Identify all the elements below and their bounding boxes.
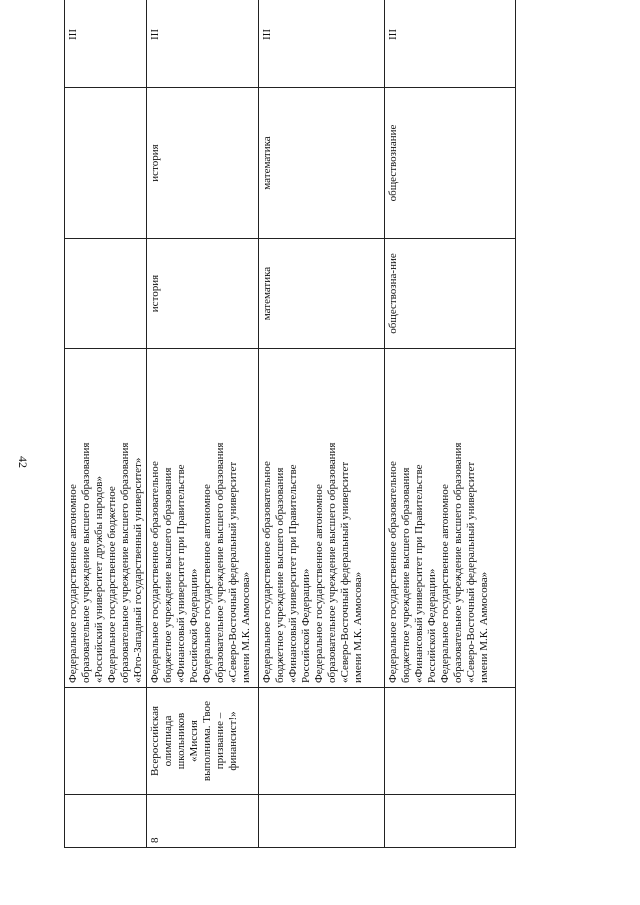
row-number-cell bbox=[385, 795, 516, 848]
organization-line: «Юго-Западный государственный университет» bbox=[131, 457, 144, 683]
table-row bbox=[259, 0, 385, 848]
organization-line: образовательное учреждение высшего образования bbox=[118, 442, 131, 683]
subject-cell bbox=[65, 88, 147, 239]
organization-line: имени М.К. Аммосова» bbox=[351, 571, 364, 683]
organization-line: Федеральное государственное автономное bbox=[313, 484, 326, 683]
organization-line: Федеральное государственное образовательное bbox=[387, 461, 400, 683]
organization-line: «Северо-Восточный федеральный университет bbox=[226, 461, 239, 683]
organization-line: Федеральное государственное образовательное bbox=[149, 461, 162, 683]
profile-cell: математика bbox=[259, 239, 385, 349]
organization-line: имени М.К. Аммосова» bbox=[477, 571, 490, 683]
organization-line: образовательное учреждение высшего образования bbox=[213, 442, 226, 683]
organization-line: Российской Федерации» bbox=[426, 568, 439, 683]
page-number: 42 bbox=[16, 456, 30, 468]
organization-line: бюджетное учреждение высшего образования bbox=[162, 467, 175, 683]
profile-cell: обществозна-ние bbox=[385, 239, 516, 349]
row-number-cell: 8 bbox=[147, 795, 259, 848]
organizations-cell bbox=[65, 349, 147, 688]
level-cell: III bbox=[65, 0, 147, 88]
subject-cell: обществознание bbox=[385, 88, 516, 239]
subject-cell: математика bbox=[259, 88, 385, 239]
organization-line: имени М.К. Аммосова» bbox=[239, 571, 252, 683]
olympiad-name-cell bbox=[385, 688, 516, 795]
table-row bbox=[65, 0, 147, 848]
organization-line: образовательное учреждение высшего образования bbox=[325, 442, 338, 683]
profile-cell: история bbox=[147, 239, 259, 349]
organization-line: «Финансовый университет при Правительстве bbox=[413, 464, 426, 683]
table-row bbox=[147, 0, 259, 848]
organizations-cell bbox=[147, 349, 259, 688]
organization-line: «Северо-Восточный федеральный университет bbox=[464, 461, 477, 683]
organization-line: Федеральное государственное бюджетное bbox=[105, 486, 118, 683]
olympiad-table bbox=[64, 0, 516, 848]
organization-line: Федеральное государственное автономное bbox=[201, 484, 214, 683]
level-cell: III bbox=[259, 0, 385, 88]
row-number-cell bbox=[65, 795, 147, 848]
profile-cell bbox=[65, 239, 147, 349]
organization-line: бюджетное учреждение высшего образования bbox=[400, 467, 413, 683]
organization-line: «Финансовый университет при Правительстве bbox=[287, 464, 300, 683]
organizations-cell bbox=[385, 349, 516, 688]
level-cell: III bbox=[147, 0, 259, 88]
organization-line: Российской Федерации» bbox=[188, 568, 201, 683]
organization-line: бюджетное учреждение высшего образования bbox=[274, 467, 287, 683]
olympiad-name-cell bbox=[65, 688, 147, 795]
table-row bbox=[385, 0, 516, 848]
organization-line: Федеральное государственное автономное bbox=[67, 484, 79, 683]
organizations-cell bbox=[259, 349, 385, 688]
row-number-cell bbox=[259, 795, 385, 848]
organization-line: Российской Федерации» bbox=[300, 568, 313, 683]
olympiad-name-cell bbox=[259, 688, 385, 795]
organization-line: «Финансовый университет при Правительстве bbox=[175, 464, 188, 683]
rotated-table-container bbox=[64, 29, 511, 848]
organization-line: Федеральное государственное образовательное bbox=[261, 461, 274, 683]
organization-line: образовательное учреждение высшего образования bbox=[79, 442, 92, 683]
organization-line: «Северо-Восточный федеральный университет bbox=[338, 461, 351, 683]
level-cell: III bbox=[385, 0, 516, 88]
olympiad-name-cell: Всероссийская олимпиада школьников «Миссия выполнима. Твое призвание – финансист!» bbox=[147, 688, 259, 795]
organization-line: «Российский университет дружбы народов» bbox=[92, 476, 105, 683]
subject-cell: история bbox=[147, 88, 259, 239]
organization-line: Федеральное государственное автономное bbox=[439, 484, 452, 683]
organization-line: образовательное учреждение высшего образования bbox=[451, 442, 464, 683]
